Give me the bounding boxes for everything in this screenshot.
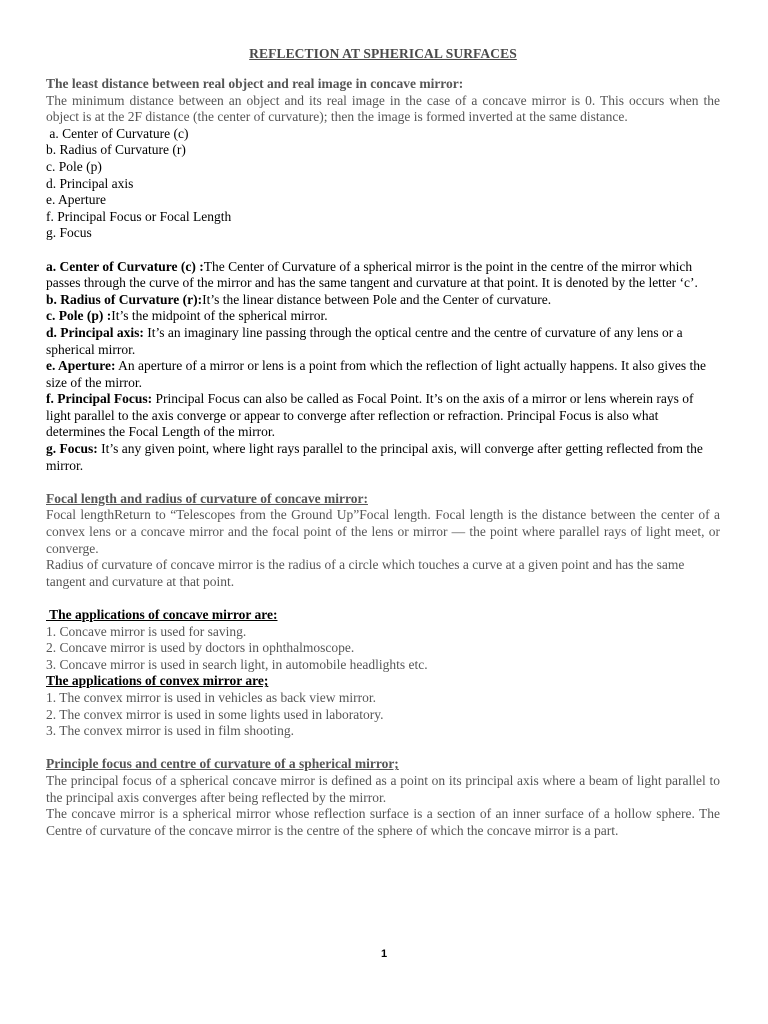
definition-principal-focus: [46, 391, 720, 441]
focal-length-paragraph: Focal lengthReturn to “Telescopes from the Ground Up”Focal length. Focal length is the distance between the center of a convex lens or a concave mirror and the focal point of the lens or mirror — the point where parallel rays of light meet, or converge.: [46, 507, 720, 556]
definition-aperture: [46, 358, 720, 391]
terms-list: [46, 126, 720, 242]
list-item: 1. Concave mirror is used for saving.: [46, 623, 247, 639]
definition-center-of-curvature: [46, 259, 720, 292]
definition-text: It’s the linear distance between Pole and the Center of curvature.: [202, 291, 552, 307]
definition-text: It’s the midpoint of the spherical mirror.: [111, 308, 328, 324]
definition-principal-axis: [46, 325, 720, 358]
convex-applications-heading: The applications of convex mirror are;: [46, 673, 269, 689]
definition-pole: [46, 308, 720, 325]
definition-text: Principal Focus can also be called as Focal Point. It’s on the axis of a mirror or lens wherein rays of light parallel to the axis converge or appear to converge after reflection or refraction. Principal Focus is also what determines the Focal Length of the mirror.: [46, 391, 694, 440]
definition-text: It’s any given point, where light rays parallel to the principal axis, will converge after getting reflected from the mirror.: [46, 441, 703, 473]
list-item: 1. The convex mirror is used in vehicles as back view mirror.: [46, 689, 377, 705]
list-item: f. Principal Focus or Focal Length: [46, 208, 232, 224]
list-item: e. Aperture: [46, 192, 106, 208]
list-item: 3. Concave mirror is used in search light, in automobile headlights etc.: [46, 656, 428, 672]
definition-term: g. Focus:: [46, 441, 98, 457]
definition-term: e. Aperture:: [46, 358, 116, 374]
list-item: c. Pole (p): [46, 158, 102, 174]
definition-radius-of-curvature: [46, 292, 720, 309]
definition-text: An aperture of a mirror or lens is a point from which the reflection of light actually happens. It also gives the size of the mirror.: [46, 358, 706, 390]
list-item: 3. The convex mirror is used in film shooting.: [46, 723, 294, 739]
list-item: a. Center of Curvature (c): [46, 125, 189, 141]
document-page: [46, 40, 720, 839]
least-distance-heading: The least distance between real object and real image in concave mirror:: [46, 76, 464, 91]
definition-focus: [46, 441, 720, 474]
page-title: REFLECTION AT SPHERICAL SURFACES: [249, 46, 517, 61]
list-item: g. Focus: [46, 225, 92, 241]
definition-term: d. Principal axis:: [46, 324, 144, 340]
least-distance-body: The minimum distance between an object and its real image in the case of a concave mirror is 0. This occurs when the object is at the 2F distance (the center of curvature); then the image is formed inverted at the same distance.: [46, 92, 720, 125]
list-item: d. Principal axis: [46, 175, 134, 191]
definition-term: c. Pole (p) :: [46, 308, 112, 324]
list-item: b. Radius of Curvature (r): [46, 142, 186, 158]
principle-focus-paragraph: The principal focus of a spherical concave mirror is defined as a point on its principal axis where a beam of light parallel to the principal axis converges after being reflected by the mirror.: [46, 772, 720, 805]
page-number: 1: [380, 948, 388, 960]
focal-length-heading: Focal length and radius of curvature of concave mirror:: [46, 490, 368, 506]
radius-paragraph: Radius of curvature of concave mirror is the radius of a circle which touches a curve at a given point and has the same tangent and curvature at that point.: [46, 557, 685, 589]
definition-term: f. Principal Focus:: [46, 391, 153, 407]
list-item: 2. The convex mirror is used in some lights used in laboratory.: [46, 706, 384, 722]
definition-term: a. Center of Curvature (c) :: [46, 258, 204, 274]
centre-of-curvature-paragraph: The concave mirror is a spherical mirror whose reflection surface is a section of an inner surface of a hollow sphere. The Centre of curvature of the concave mirror is the centre of the sphere of which the concave mirror is a part.: [46, 806, 720, 838]
definitions: [46, 259, 720, 475]
principle-focus-heading: Principle focus and centre of curvature of a spherical mirror;: [46, 756, 399, 772]
definition-text: It’s an imaginary line passing through the optical centre and the centre of curvature of any lens or a spherical mirror.: [46, 324, 683, 357]
concave-applications-heading: The applications of concave mirror are:: [46, 607, 278, 622]
definition-text: The Center of Curvature of a spherical mirror is the point in the centre of the mirror which passes through the curve of the mirror and has the same tangent and curvature at that point. It is denoted by the letter ‘c’.: [46, 258, 698, 291]
list-item: 2. Concave mirror is used by doctors in ophthalmoscope.: [46, 640, 355, 656]
definition-term: b. Radius of Curvature (r):: [46, 291, 203, 307]
